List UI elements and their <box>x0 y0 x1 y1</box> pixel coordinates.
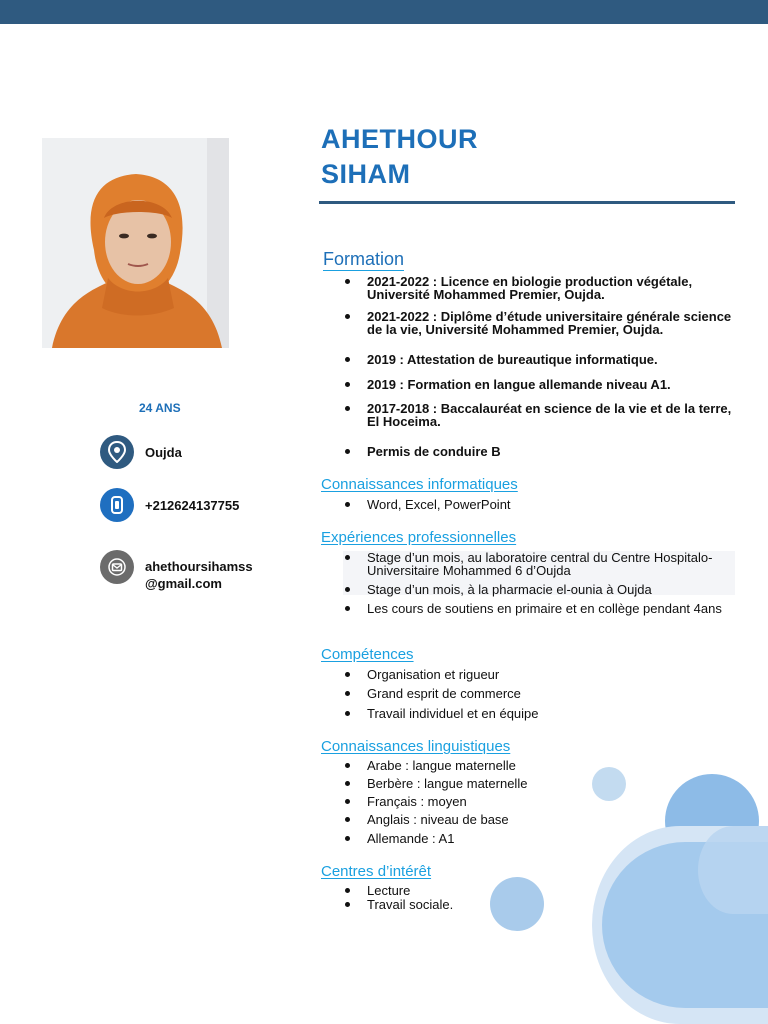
person-name <box>321 122 478 192</box>
name-divider <box>319 201 735 204</box>
section-title-experiences: Expériences professionnelles <box>321 529 517 546</box>
list-item: 2019 : Formation en langue allemande niveau A1. <box>367 378 747 391</box>
city-text: Oujda <box>145 445 182 460</box>
section-title-informatique: Connaissances informatiques <box>321 476 518 493</box>
list-item: Permis de conduire B <box>367 445 747 458</box>
last-name: SIHAM <box>321 159 411 189</box>
age-label: 24 ANS <box>139 401 181 415</box>
list-item: Arabe : langue maternelle <box>367 759 747 772</box>
list-item: Travail sociale. <box>367 898 747 911</box>
list-item: Anglais : niveau de base <box>367 813 747 826</box>
contact-email <box>100 550 257 592</box>
contact-city <box>100 435 257 469</box>
section-title-formation: Formation <box>323 249 405 269</box>
list-item: Allemande : A1 <box>367 832 747 845</box>
list-item: Stage d’un mois, à la pharmacie el-ounia à Oujda <box>367 583 747 596</box>
list-item: 2021-2022 : Licence en biologie production végétale, Université Mohammed Premier, Oujda. <box>367 275 747 301</box>
list-item: Organisation et rigueur <box>367 668 747 681</box>
email-text[interactable]: ahethoursihamss@gmail.com <box>145 559 253 591</box>
list-item: 2017-2018 : Baccalauréat en science de la vie et de la terre, El Hoceima. <box>367 402 747 428</box>
decor-bubble <box>490 877 544 931</box>
list-item: Stage d’un mois, au laboratoire central du Centre Hospitalo-Universitaire Mohammed 6 d’Oujda <box>367 551 747 577</box>
contact-phone <box>100 488 257 522</box>
list-item: Les cours de soutiens en primaire et en collège pendant 4ans <box>367 602 747 615</box>
list-item: Travail individuel et en équipe <box>367 707 747 720</box>
list-item: Berbère : langue maternelle <box>367 777 747 790</box>
decor-bubble <box>592 767 626 801</box>
profile-photo <box>42 138 229 348</box>
section-title-competences: Compétences <box>321 646 414 663</box>
section-title-interets: Centres d’intérêt <box>321 863 432 880</box>
location-pin-icon <box>100 435 134 469</box>
email-icon <box>100 550 134 584</box>
list-item: Français : moyen <box>367 795 747 808</box>
list-item: Grand esprit de commerce <box>367 687 747 700</box>
phone-text[interactable]: +212624137755 <box>145 498 240 513</box>
section-title-langues: Connaissances linguistiques <box>321 738 511 755</box>
decor-bubble <box>698 826 768 914</box>
list-item: 2019 : Attestation de bureautique informatique. <box>367 353 747 366</box>
phone-icon <box>100 488 134 522</box>
first-name: AHETHOUR <box>321 124 478 154</box>
list-item: Word, Excel, PowerPoint <box>367 498 747 511</box>
list-item: Lecture <box>367 884 747 897</box>
top-bar <box>0 0 768 24</box>
list-item: 2021-2022 : Diplôme d’étude universitaire générale science de la vie, Université Mohammed Premier, Oujda. <box>367 310 747 336</box>
